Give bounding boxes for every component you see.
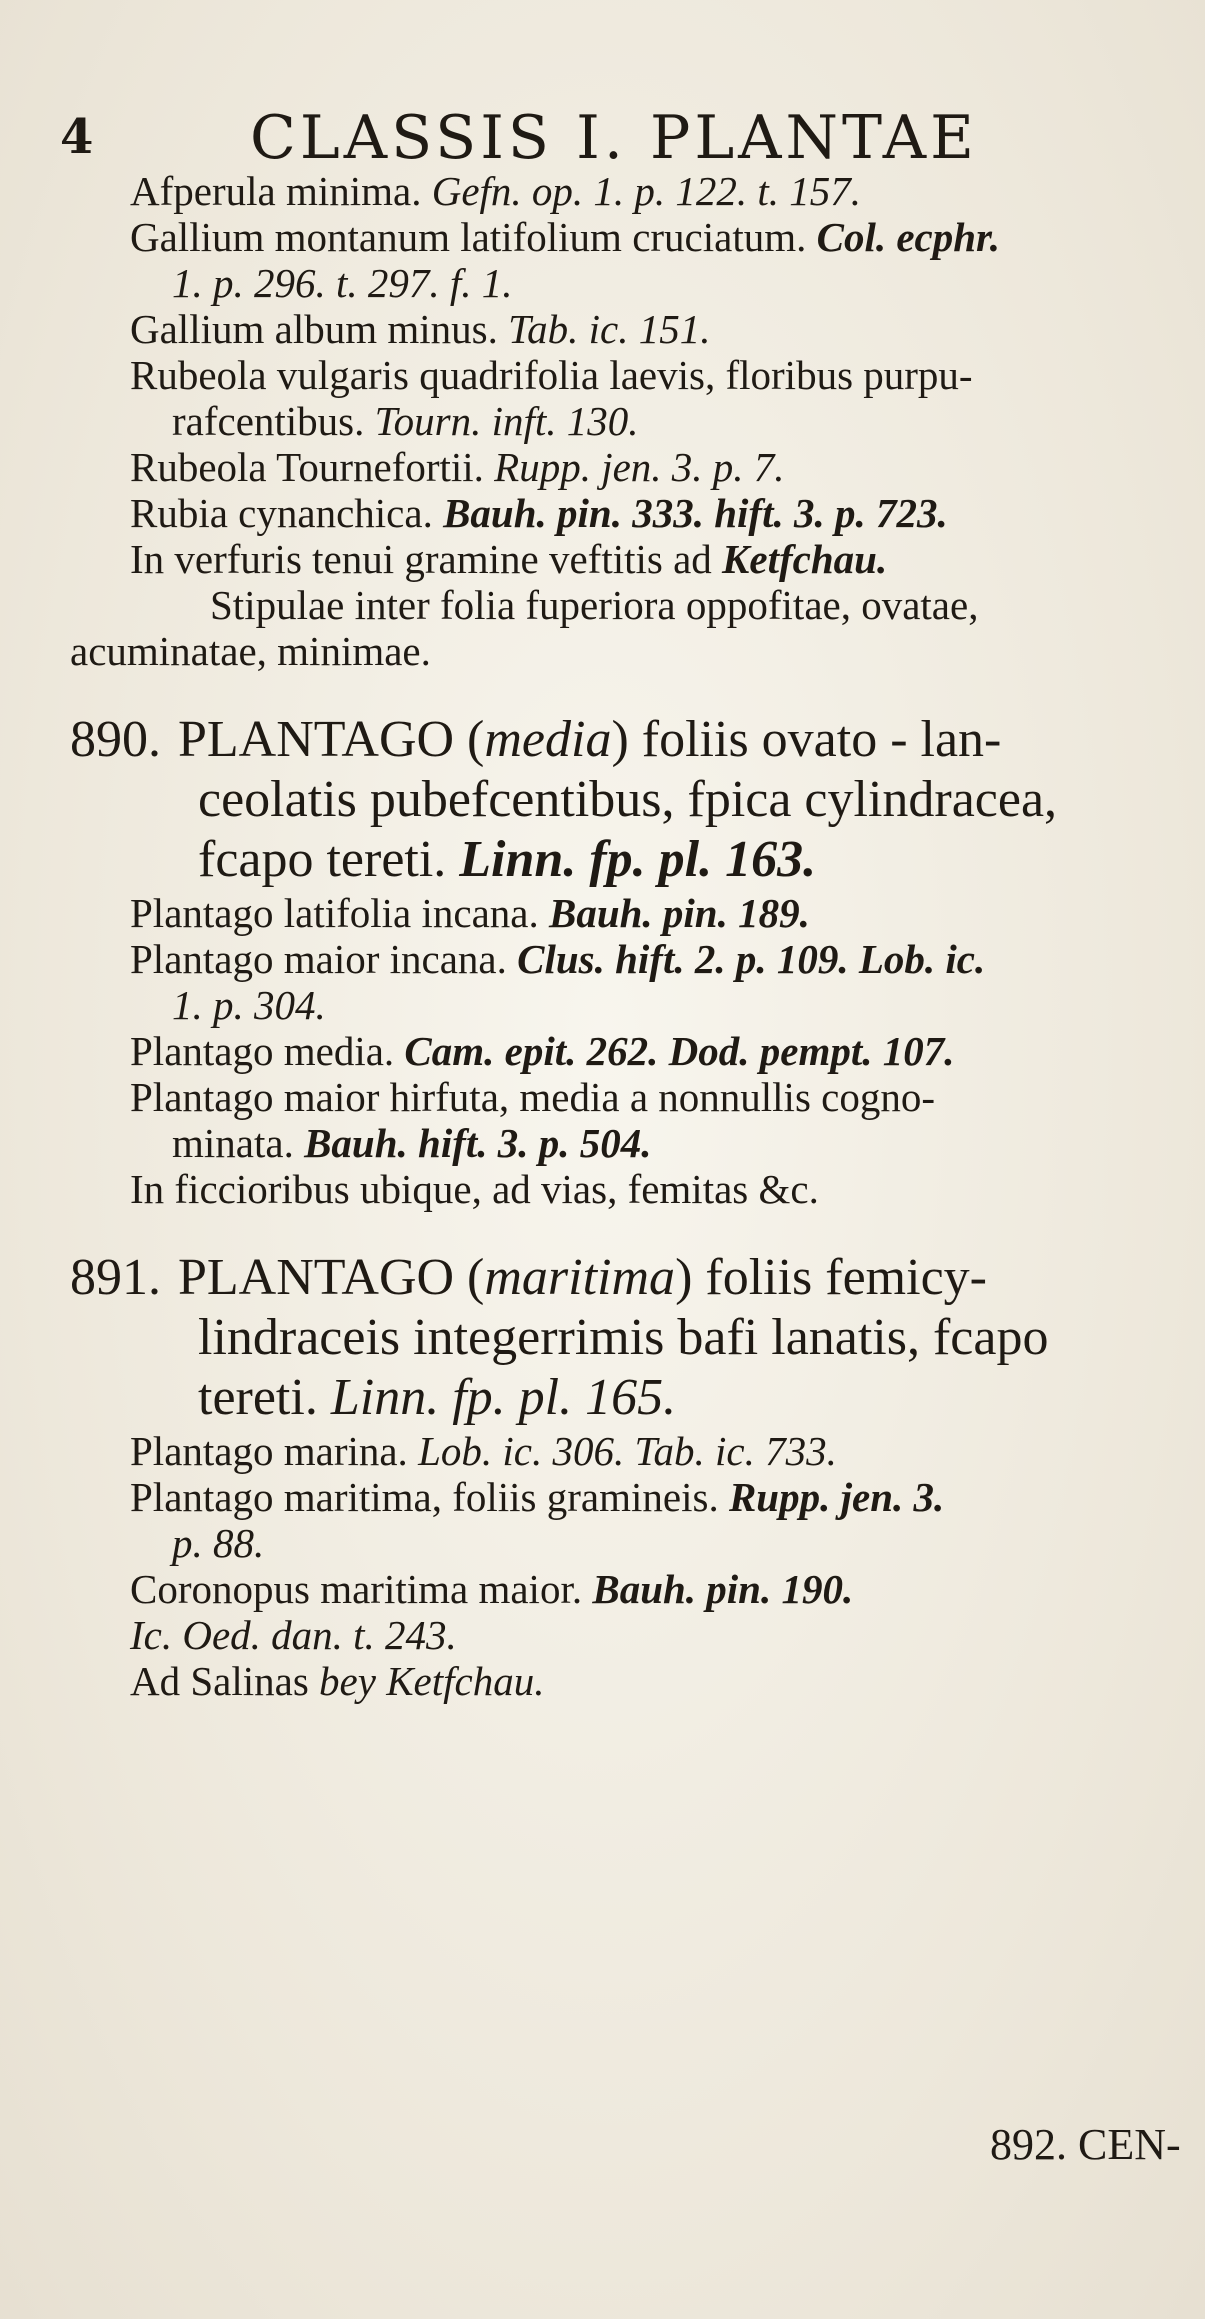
running-title: CLASSIS I. PLANTAE bbox=[250, 103, 978, 173]
entry-heading-continued: tereti. Linn. fp. pl. 165. bbox=[198, 1369, 677, 1426]
entry-number: 891. bbox=[70, 1249, 161, 1306]
synonym-line: Plantago marina. Lob. ic. 306. Tab. ic. 733. bbox=[130, 1428, 837, 1474]
synonym-line: Afperula minima. Gefn. op. 1. p. 122. t. 157. bbox=[130, 168, 862, 214]
description-line: Stipulae inter folia fuperiora oppofitae, ovatae, bbox=[210, 582, 979, 628]
spacer bbox=[70, 1212, 1150, 1248]
synonym-line-continued: minata. Bauh. hift. 3. p. 504. bbox=[172, 1120, 652, 1166]
entry-heading-891: 891. PLANTAGO (maritima) foliis femicy- bbox=[70, 1249, 987, 1306]
synonym-line-continued: 1. p. 304. bbox=[172, 982, 326, 1028]
spacer bbox=[70, 674, 1150, 710]
synonym-line: Plantago media. Cam. epit. 262. Dod. pempt. 107. bbox=[130, 1028, 955, 1074]
habitat-line: In ficcioribus ubique, ad vias, femitas &c. bbox=[130, 1166, 819, 1212]
synonym-line: Plantago maior incana. Clus. hift. 2. p. 109. Lob. ic. bbox=[130, 936, 986, 982]
entry-heading-continued: lindraceis integerrimis bafi lanatis, fcapo bbox=[198, 1309, 1049, 1366]
entry-number: 890. bbox=[70, 711, 161, 768]
synonym-line: Gallium album minus. Tab. ic. 151. bbox=[130, 306, 711, 352]
synonym-line: Coronopus maritima maior. Bauh. pin. 190. bbox=[130, 1566, 854, 1612]
catchword: 892. CEN- bbox=[990, 2120, 1181, 2169]
page-header bbox=[60, 95, 1160, 175]
synonym-line: Rubeola Tournefortii. Rupp. jen. 3. p. 7. bbox=[130, 444, 785, 490]
entry-heading-continued: fcapo tereti. Linn. fp. pl. 163. bbox=[198, 831, 817, 888]
synonym-line: Ic. Oed. dan. t. 243. bbox=[130, 1612, 457, 1658]
page-text bbox=[70, 168, 1150, 1704]
synonym-line: Rubia cynanchica. Bauh. pin. 333. hift. 3. p. 723. bbox=[130, 490, 948, 536]
synonym-line: Rubeola vulgaris quadrifolia laevis, floribus purpu- bbox=[130, 352, 973, 398]
entry-heading-continued: ceolatis pubefcentibus, fpica cylindracea, bbox=[198, 771, 1058, 828]
page-number: 4 bbox=[60, 109, 94, 165]
habitat-line: In verfuris tenui gramine veftitis ad Ketfchau. bbox=[130, 536, 888, 582]
synonym-line: Plantago latifolia incana. Bauh. pin. 189. bbox=[130, 890, 810, 936]
synonym-line-continued: p. 88. bbox=[172, 1520, 265, 1566]
synonym-line-continued: rafcentibus. Tourn. inft. 130. bbox=[172, 398, 639, 444]
description-line: acuminatae, minimae. bbox=[70, 628, 431, 674]
synonym-line: Plantago maritima, foliis gramineis. Rupp. jen. 3. bbox=[130, 1474, 945, 1520]
habitat-line: Ad Salinas bey Ketfchau. bbox=[130, 1658, 545, 1704]
synonym-line-continued: 1. p. 296. t. 297. f. 1. bbox=[172, 260, 513, 306]
synonym-line: Plantago maior hirfuta, media a nonnullis cogno- bbox=[130, 1074, 936, 1120]
synonym-line: Gallium montanum latifolium cruciatum. Col. ecphr. bbox=[130, 214, 1001, 260]
entry-heading-890: 890. PLANTAGO (media) foliis ovato - lan- bbox=[70, 711, 1002, 768]
